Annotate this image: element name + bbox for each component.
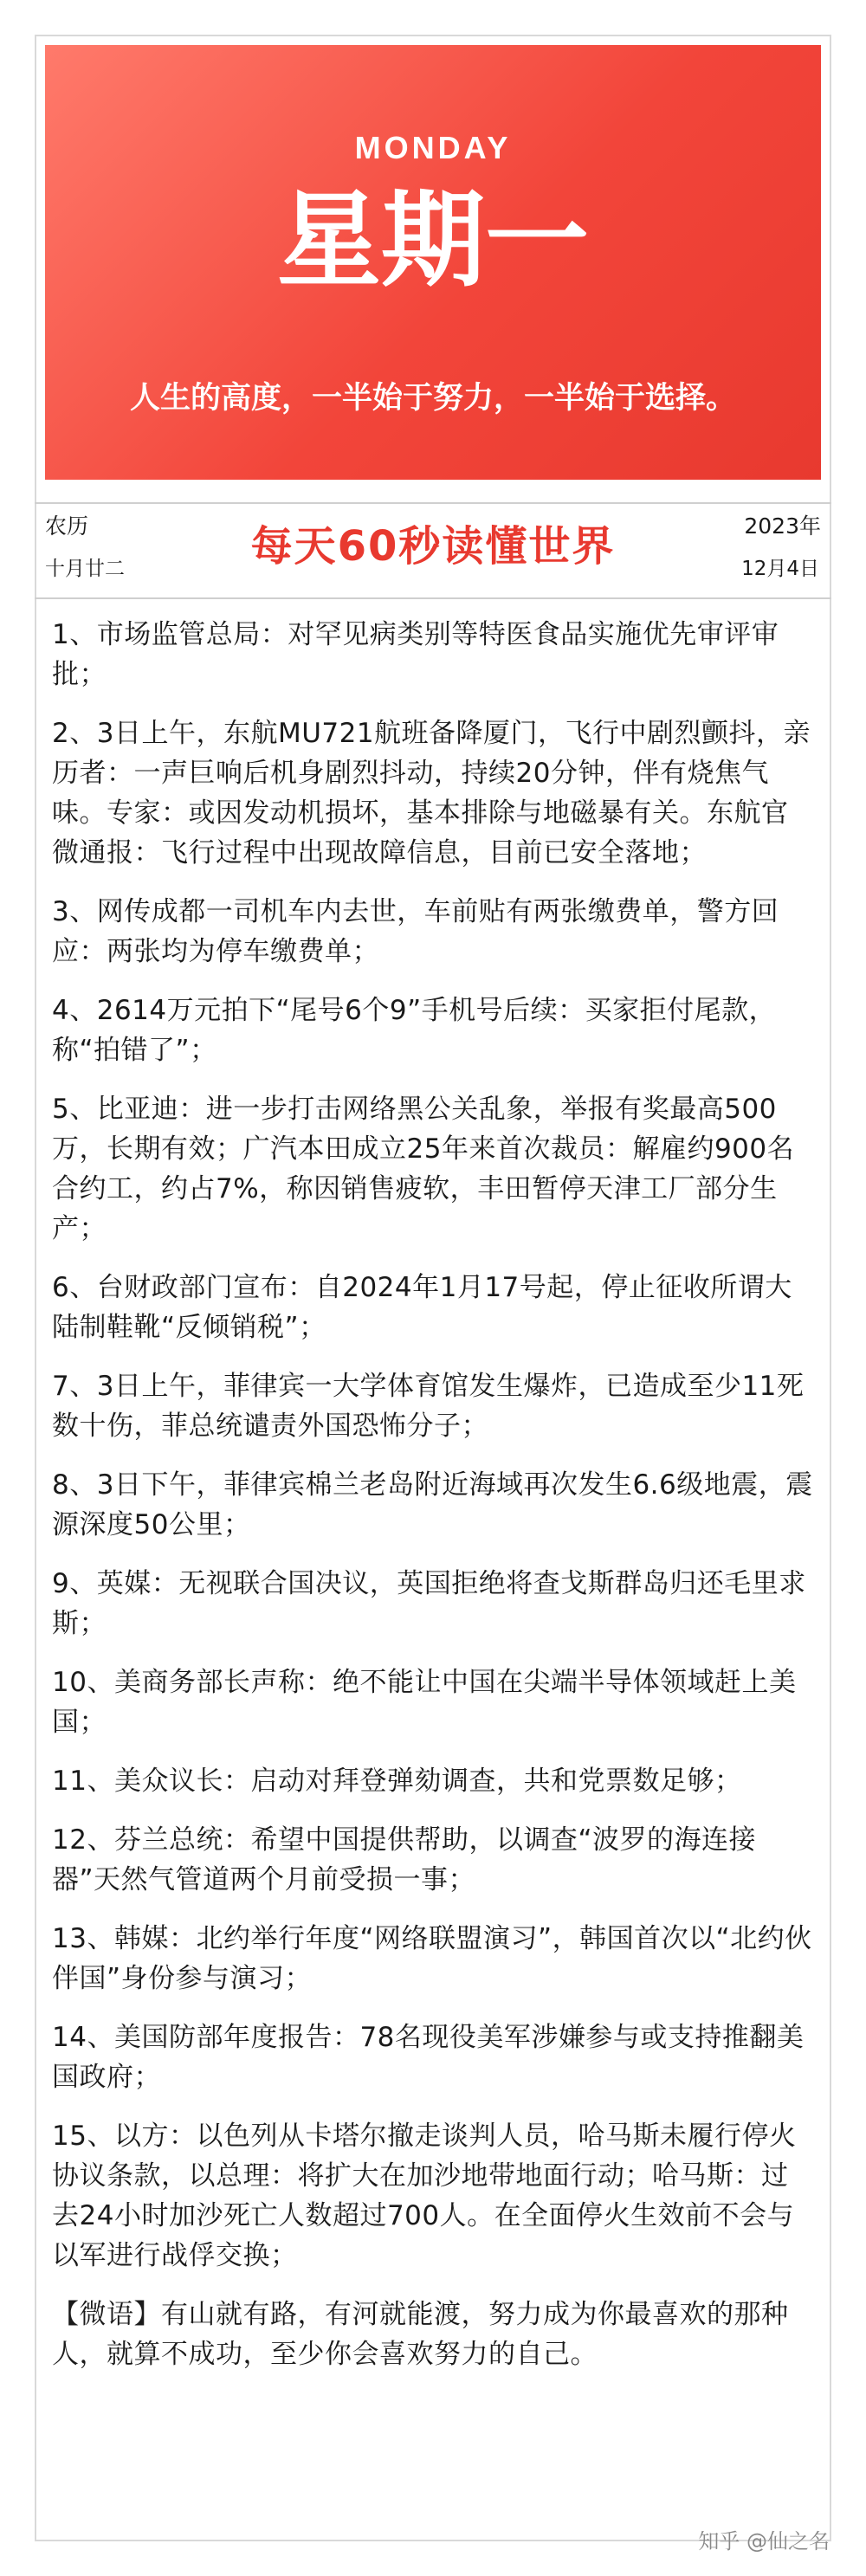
weekday-english: MONDAY — [354, 130, 512, 165]
weekday-chinese: 星期一 — [277, 181, 589, 301]
news-item: 6、台财政部门宣布：自2024年1月17号起，停止征收所谓大陆制鞋靴“反倾销税”； — [52, 1272, 792, 1343]
news-item: 7、3日上午，菲律宾一大学体育馆发生爆炸，已造成至少11死数十伤，菲总统谴责外国恐怖分子； — [52, 1371, 805, 1442]
news-item: 4、2614万元拍下“尾号6个9”手机号后续：买家拒付尾款，称“拍错了”； — [52, 995, 777, 1066]
news-item: 2、3日上午，东航MU721航班备降厦门，飞行中剧烈颤抖，亲历者：一声巨响后机身剧烈抖动，持续20分钟，伴有烧焦气味。专家：或因发动机损坏，基本排除与地磁暴有关。东航官微通报：飞行过程中出现故障信息，目前已安全落地； — [52, 718, 811, 868]
news-item: 8、3日下午，菲律宾棉兰老岛附近海域再次发生6.6级地震，震源深度50公里； — [52, 1469, 813, 1540]
news-item: 13、韩媒：北约举行年度“网络联盟演习”，韩国首次以“北约伙伴国”身份参与演习； — [52, 1923, 812, 1994]
lunar-date: 十月廿二 — [45, 558, 125, 580]
lunar-label: 农历 — [45, 513, 89, 539]
news-item: 12、芬兰总统：希望中国提供帮助，以调查“波罗的海连接器”天然气管道两个月前受损一事； — [52, 1824, 757, 1895]
news-item: 15、以方：以色列从卡塔尔撤走谈判人员，哈马斯未履行停火协议条款，以总理：将扩大在加沙地带地面行动；哈马斯：过去24小时加沙死亡人数超过700人。在全面停火生效前不会与以军进行战俘交换； — [52, 2121, 797, 2271]
watermark: 知乎 @仙之名 — [698, 2529, 830, 2553]
divider-bottom — [35, 597, 831, 599]
weekday-banner — [45, 45, 821, 480]
headline: 每天60秒读懂世界 — [250, 522, 616, 571]
daily-quote: 【微语】有山就有路，有河就能渡，努力成为你最喜欢的那种人，就算不成功，至少你会喜欢努力的自己。 — [52, 2299, 789, 2370]
news-item: 5、比亚迪：进一步打击网络黑公关乱象，举报有奖最高500万，长期有效；广汽本田成立25年来首次裁员：解雇约900名合约工，约占7%，称因销售疲软，丰田暂停天津工厂部分生产； — [52, 1094, 795, 1244]
news-item: 10、美商务部长声称：绝不能让中国在尖端半导体领域赶上美国； — [52, 1667, 797, 1738]
news-item: 11、美众议长：启动对拜登弹劾调查，共和党票数足够； — [52, 1766, 742, 1797]
news-item: 9、英媒：无视联合国决议，英国拒绝将查戈斯群岛归还毛里求斯； — [52, 1568, 806, 1639]
month-day: 12月4日 — [741, 558, 819, 580]
date-header — [45, 494, 821, 589]
motto: 人生的高度，一半始于努力，一半始于选择。 — [129, 381, 736, 416]
news-item: 14、美国防部年度报告：78名现役美军涉嫌参与或支持推翻美国政府； — [52, 2022, 805, 2093]
news-item: 1、市场监管总局：对罕见病类别等特医食品实施优先审评审批； — [52, 619, 779, 690]
divider-top — [35, 502, 831, 504]
news-list — [52, 615, 814, 2393]
year: 2023年 — [744, 513, 821, 539]
news-item: 3、网传成都一司机车内去世，车前贴有两张缴费单，警方回应：两张均为停车缴费单； — [52, 896, 779, 967]
